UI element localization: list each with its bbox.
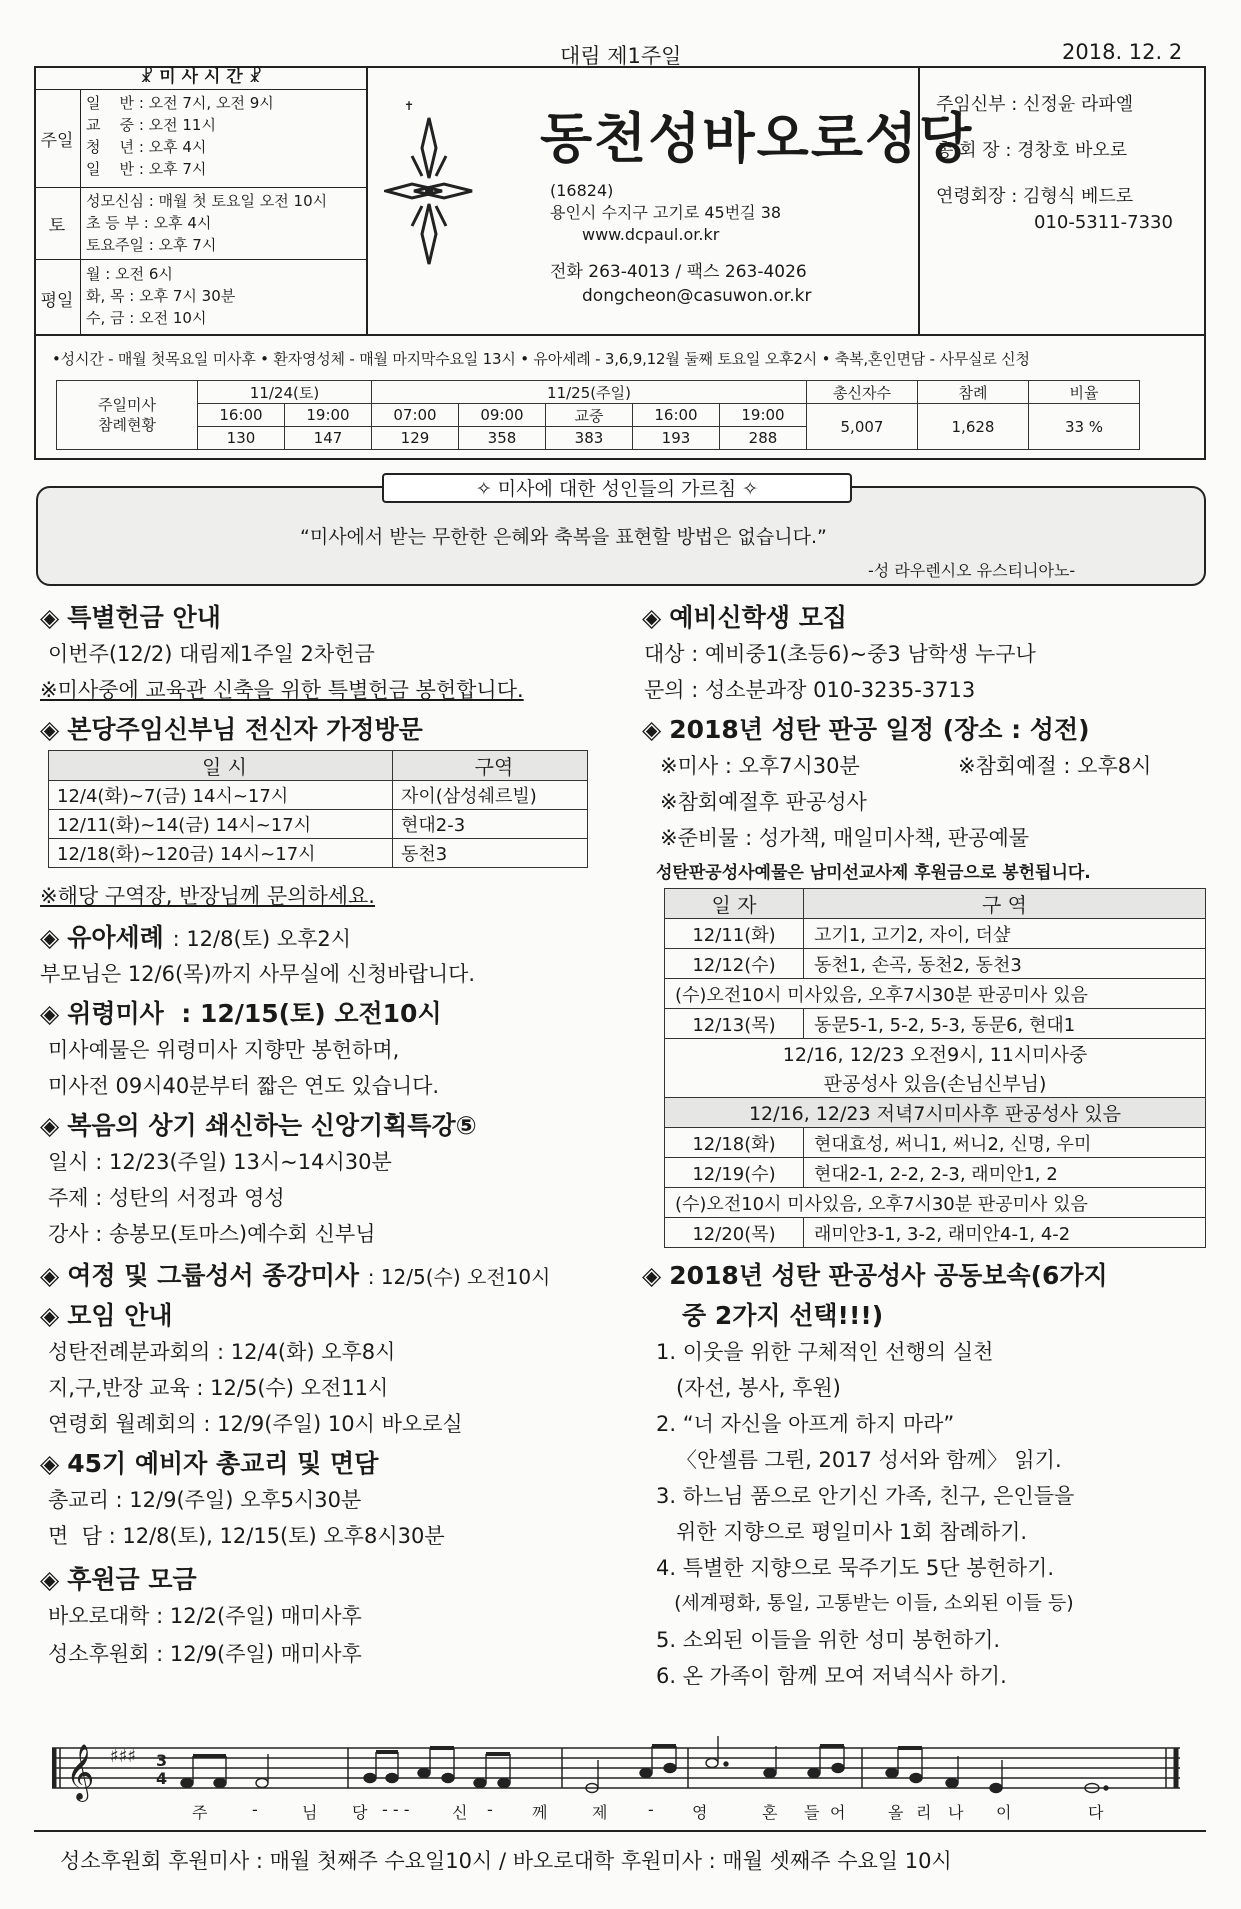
footer-divider bbox=[34, 1830, 1206, 1832]
diamond-bullet-icon: ◈ bbox=[40, 603, 60, 632]
confession-area: 래미안3-1, 3-2, 래미안4-1, 4-2 bbox=[804, 1218, 1206, 1248]
mass-row: 일 반 : 오전 7시, 오전 9시 bbox=[86, 94, 274, 112]
diamond-bullet-icon: ◈ bbox=[40, 1111, 60, 1140]
special-offering-note: ※미사중에 교육관 신축을 위한 특별헌금 봉헌합니다. bbox=[40, 678, 524, 702]
svg-text:♯♯♯: ♯♯♯ bbox=[110, 1746, 137, 1767]
visit-area: 동천3 bbox=[393, 839, 588, 868]
lecture-line: 주제 : 성탄의 서정과 영성 bbox=[48, 1186, 285, 1210]
attendance-day: 11/25(주일) bbox=[372, 381, 807, 404]
penance-item: 1. 이웃을 위한 구체적인 선행의 실천 bbox=[656, 1340, 994, 1364]
mass-group-label: 토 bbox=[34, 188, 81, 259]
diamond-bullet-icon: ◈ bbox=[40, 999, 60, 1028]
confession-note: 판공성사 있음(손님신부님) bbox=[665, 1068, 1206, 1098]
attendance-header: 총신자수 bbox=[807, 381, 918, 404]
lyric-syllable: 께 bbox=[532, 1803, 548, 1822]
mass-group-sunday bbox=[34, 90, 368, 188]
diamond-bullet-icon: ◈ bbox=[40, 1565, 60, 1594]
staff-funeral-head: 연령회장 : 김형식 베드로 bbox=[936, 186, 1134, 207]
lyric-syllable: 제 bbox=[592, 1803, 608, 1822]
penance-heading bbox=[642, 1256, 1108, 1292]
diamond-bullet-icon: ◈ bbox=[642, 603, 662, 632]
infant-baptism-heading bbox=[40, 918, 351, 954]
home-visit-header: 구역 bbox=[393, 751, 588, 781]
attendance-count: 193 bbox=[633, 427, 720, 450]
table-row bbox=[665, 1068, 1206, 1098]
penance-item: 4. 특별한 지향으로 묵주기도 5단 봉헌하기. bbox=[656, 1556, 1055, 1580]
lyric-syllable: 어 bbox=[830, 1803, 846, 1822]
heading-text: 위령미사 : 12/15(토) 오전10시 bbox=[67, 999, 442, 1028]
confession-area: 동천1, 손곡, 동천2, 동천3 bbox=[804, 949, 1206, 979]
catechumen-line: 총교리 : 12/9(주일) 오후5시30분 bbox=[48, 1488, 362, 1512]
confession-date: 12/18(화) bbox=[665, 1128, 804, 1158]
heading-text: 본당주임신부님 전신자 가정방문 bbox=[67, 715, 423, 744]
diamond-bullet-icon: ◈ bbox=[40, 1261, 60, 1290]
heading-text: 유아세례 bbox=[67, 923, 164, 952]
diamond-bullet-icon: ◈ bbox=[40, 923, 60, 952]
mass-group-rows bbox=[86, 190, 327, 256]
mass-row: 월 : 오전 6시 bbox=[86, 265, 173, 283]
attendance-count: 383 bbox=[546, 427, 633, 450]
table-row bbox=[665, 979, 1206, 1009]
confession-area: 현대2-1, 2-2, 2-3, 래미안1, 2 bbox=[804, 1158, 1206, 1188]
quote-text: “미사에서 받는 무한한 은혜와 축복을 표현할 방법은 없습니다.” bbox=[300, 526, 827, 548]
confession-date: 12/13(목) bbox=[665, 1009, 804, 1039]
schedule-line: •성시간 - 매월 첫목요일 미사후 • 환자영성체 - 매월 마지막수요일 13시 • 유아세례 - 3,6,9,12월 둘째 토요일 오후2시 • 축복,혼인면담 - 사무실로 신청 bbox=[52, 350, 1030, 368]
heading-text: 45기 예비자 총교리 및 면담 bbox=[67, 1449, 379, 1478]
visit-date: 12/4(화)~7(금) 14시~17시 bbox=[49, 781, 393, 810]
home-visit-note: ※해당 구역장, 반장님께 문의하세요. bbox=[40, 884, 375, 908]
confession-header: 일 자 bbox=[665, 889, 804, 919]
penance-item: 5. 소외된 이들을 위한 성미 봉헌하기. bbox=[656, 1628, 1001, 1652]
lyric-syllable: 영 bbox=[692, 1803, 708, 1822]
attendance-time: 19:00 bbox=[720, 404, 807, 427]
confession-header: 구 역 bbox=[804, 889, 1206, 919]
table-row bbox=[665, 1128, 1206, 1158]
donation-line: 성소후원회 : 12/9(주일) 매미사후 bbox=[48, 1642, 362, 1666]
lyrics bbox=[52, 1800, 1182, 1826]
mass-row: 교 중 : 오전 11시 bbox=[86, 116, 216, 134]
footer-text: 성소후원회 후원미사 : 매월 첫째주 수요일10시 / 바오로대학 후원미사 : 매월 셋째주 수요일 10시 bbox=[60, 1849, 952, 1873]
attendance-label bbox=[57, 381, 198, 450]
diamond-bullet-icon: ◈ bbox=[40, 1449, 60, 1478]
confession-date: 12/20(목) bbox=[665, 1218, 804, 1248]
heading-text: 모임 안내 bbox=[67, 1301, 173, 1330]
memorial-mass-heading bbox=[40, 994, 442, 1030]
confession-line: ※준비물 : 성가책, 매일미사책, 판공예물 bbox=[660, 826, 1030, 850]
visit-date: 12/11(화)~14(금) 14시~17시 bbox=[49, 810, 393, 839]
lyric-syllable: 주 bbox=[192, 1803, 208, 1822]
seminarian-line: 대상 : 예비중1(초등6)~중3 남학생 누구나 bbox=[644, 642, 1036, 666]
confession-date: 12/12(수) bbox=[665, 949, 804, 979]
heading-text: 복음의 상기 쇄신하는 신앙기획특강⑤ bbox=[67, 1111, 477, 1140]
table-row bbox=[665, 1009, 1206, 1039]
attendance-count: 358 bbox=[459, 427, 546, 450]
mass-group-label: 평일 bbox=[34, 260, 81, 336]
confession-note: 12/16, 12/23 저녁7시미사후 판공성사 있음 bbox=[665, 1098, 1206, 1128]
lyric-syllable: - bbox=[487, 1800, 493, 1819]
confession-note: (수)오전10시 미사있음, 오후7시30분 판공미사 있음 bbox=[665, 1188, 1206, 1218]
mass-row: 수, 금 : 오전 10시 bbox=[86, 309, 207, 327]
penance-heading-cont: 중 2가지 선택!!!) bbox=[682, 1301, 884, 1330]
visit-area: 현대2-3 bbox=[393, 810, 588, 839]
postal-code: (16824) bbox=[550, 181, 614, 200]
lecture-line: 강사 : 송봉모(토마스)예수회 신부님 bbox=[48, 1222, 376, 1246]
heading-text: 특별헌금 안내 bbox=[67, 603, 221, 632]
staff-list bbox=[918, 66, 1206, 336]
heading-text: 2018년 성탄 판공 일정 (장소 : 성전) bbox=[669, 715, 1090, 744]
table-row bbox=[49, 781, 588, 810]
home-visit-header: 일 시 bbox=[49, 751, 393, 781]
staff-pastor: 주임신부 : 신정윤 라파엘 bbox=[936, 94, 1134, 115]
church-name: 동천성바오로성당 bbox=[540, 106, 974, 170]
table-row bbox=[665, 1098, 1206, 1128]
attendance-time: 16:00 bbox=[633, 404, 720, 427]
liturgical-season: 대림 제1주일 bbox=[560, 44, 682, 68]
website-link[interactable]: www.dcpaul.or.kr bbox=[582, 225, 720, 244]
diamond-bullet-icon: ◈ bbox=[642, 1261, 662, 1290]
penance-item: 위한 지향으로 평일미사 1회 참례하기. bbox=[656, 1520, 1028, 1544]
confession-heading bbox=[642, 710, 1090, 746]
attendance-time: 16:00 bbox=[198, 404, 285, 427]
mass-group-rows bbox=[86, 263, 235, 329]
lyric-syllable: 님 bbox=[302, 1803, 318, 1822]
lecture-line: 일시 : 12/23(주일) 13시~14시30분 bbox=[48, 1150, 392, 1174]
attendance-label-line: 주일미사 bbox=[98, 396, 156, 414]
confession-offering-note: 성탄판공성사예물은 남미선교사제 후원금으로 봉헌됩니다. bbox=[656, 863, 1091, 883]
donation-line: 바오로대학 : 12/2(주일) 매미사후 bbox=[48, 1604, 362, 1628]
special-offering-line: 이번주(12/2) 대림제1주일 2차헌금 bbox=[48, 642, 375, 666]
confession-note: (수)오전10시 미사있음, 오후7시30분 판공미사 있음 bbox=[665, 979, 1206, 1009]
visit-date: 12/18(화)~120금) 14시~17시 bbox=[49, 839, 393, 868]
heading-text: 여정 및 그룹성서 종강미사 bbox=[67, 1261, 359, 1290]
attendance-time: 교중 bbox=[546, 404, 633, 427]
home-visit-heading bbox=[40, 710, 423, 746]
quote-title: ✧ 미사에 대한 성인들의 가르침 ✧ bbox=[382, 473, 852, 503]
mass-row: 화, 목 : 오후 7시 30분 bbox=[86, 287, 236, 305]
heading-text: 2018년 성탄 판공성사 공동보속(6가지 bbox=[669, 1261, 1108, 1290]
donation-heading bbox=[40, 1560, 197, 1596]
mass-row: 청 년 : 오후 4시 bbox=[86, 138, 207, 156]
diamond-bullet-icon: ◈ bbox=[40, 1301, 60, 1330]
meeting-line: 성탄전례분과회의 : 12/4(화) 오후8시 bbox=[48, 1340, 396, 1364]
diamond-bullet-icon: ◈ bbox=[642, 715, 662, 744]
seminarian-heading bbox=[642, 598, 847, 634]
svg-text:✝: ✝ bbox=[404, 99, 415, 113]
attendance-header: 참례 bbox=[918, 381, 1029, 404]
table-row bbox=[665, 949, 1206, 979]
lyric-syllable: 들 bbox=[804, 1803, 820, 1822]
table-row bbox=[665, 1039, 1206, 1069]
table-row bbox=[49, 839, 588, 868]
heading-suffix: : 12/8(토) 오후2시 bbox=[172, 927, 352, 951]
attendance-table bbox=[56, 380, 1140, 450]
lyric-syllable: - - - bbox=[382, 1800, 410, 1819]
home-visit-table bbox=[48, 750, 588, 868]
lyric-syllable: - bbox=[252, 1800, 258, 1819]
attendance-total: 1,628 bbox=[918, 404, 1029, 450]
confession-area: 현대효성, 써니1, 써니2, 신명, 우미 bbox=[804, 1128, 1206, 1158]
phone-fax: 전화 263-4013 / 팩스 263-4026 bbox=[550, 262, 807, 282]
attendance-total: 33 % bbox=[1029, 404, 1140, 450]
attendance-count: 130 bbox=[198, 427, 285, 450]
special-offering-heading bbox=[40, 598, 221, 634]
meetings-heading bbox=[40, 1296, 173, 1332]
penance-item: (세계평화, 통일, 고통받는 이들, 소외된 이들 등) bbox=[656, 1592, 1074, 1614]
heading-suffix: : 12/5(수) 오전10시 bbox=[367, 1265, 551, 1289]
penance-item: (자선, 봉사, 후원) bbox=[656, 1376, 841, 1400]
confession-line: ※참회예절후 판공성사 bbox=[660, 790, 867, 814]
attendance-day: 11/24(토) bbox=[198, 381, 372, 404]
confession-rite-time: ※참회예절 : 오후8시 bbox=[958, 754, 1152, 778]
mass-row: 초 등 부 : 오후 4시 bbox=[86, 214, 212, 232]
confession-note: 12/16, 12/23 오전9시, 11시미사중 bbox=[665, 1039, 1206, 1069]
catechumen-line: 면 담 : 12/8(토), 12/15(토) 오후8시30분 bbox=[48, 1524, 445, 1548]
infant-baptism-line: 부모님은 12/6(목)까지 사무실에 신청바랍니다. bbox=[40, 962, 476, 986]
attendance-time: 19:00 bbox=[285, 404, 372, 427]
lyric-syllable: 혼 bbox=[762, 1803, 778, 1822]
svg-text:3: 3 bbox=[156, 1751, 168, 1770]
lyric-syllable: 나 bbox=[948, 1803, 964, 1822]
lyric-syllable: 리 bbox=[916, 1803, 932, 1822]
lyric-syllable: 신 bbox=[452, 1803, 468, 1822]
lyric-syllable: 이 bbox=[996, 1803, 1012, 1822]
penance-item: 〈안셀름 그륀, 2017 성서와 함께〉 읽기. bbox=[656, 1448, 1062, 1472]
staff-president: 총 회 장 : 경창호 바오로 bbox=[936, 140, 1128, 161]
treble-clef-icon: 𝄞 bbox=[66, 1744, 95, 1800]
table-row bbox=[49, 810, 588, 839]
table-row bbox=[665, 919, 1206, 949]
confession-table bbox=[664, 888, 1206, 1248]
confession-area: 고기1, 고기2, 자이, 더샾 bbox=[804, 919, 1206, 949]
attendance-time: 09:00 bbox=[459, 404, 546, 427]
memorial-mass-line: 미사예물은 위령미사 지향만 봉헌하며, bbox=[48, 1038, 400, 1062]
heading-text: 후원금 모금 bbox=[67, 1565, 197, 1594]
lyric-syllable: - bbox=[648, 1800, 654, 1819]
heading-text: 예비신학생 모집 bbox=[669, 603, 847, 632]
attendance-header: 비율 bbox=[1029, 381, 1140, 404]
visit-area: 자이(삼성쉐르빌) bbox=[393, 781, 588, 810]
attendance-count: 288 bbox=[720, 427, 807, 450]
lyric-syllable: 당 bbox=[352, 1803, 368, 1822]
table-row bbox=[665, 1188, 1206, 1218]
penance-item: 6. 온 가족이 함께 모여 저녁식사 하기. bbox=[656, 1664, 1007, 1688]
meeting-line: 지,구,반장 교육 : 12/5(수) 오전11시 bbox=[48, 1376, 389, 1400]
closing-mass-heading bbox=[40, 1256, 550, 1292]
staff-phone: 010-5311-7330 bbox=[1034, 212, 1173, 233]
penance-item: 2. “너 자신을 아프게 하지 마라” bbox=[656, 1412, 955, 1436]
church-contact bbox=[550, 260, 811, 308]
mass-times-title: ☧ 미 사 시 간 ☧ bbox=[34, 66, 368, 90]
church-address bbox=[550, 180, 781, 246]
street-address: 용인시 수지구 고기로 45번길 38 bbox=[550, 203, 782, 222]
mass-group-rows bbox=[86, 92, 274, 180]
mass-row: 일 반 : 오후 7시 bbox=[86, 160, 207, 178]
mass-group-label: 주일 bbox=[34, 90, 81, 187]
lyric-syllable: 올 bbox=[888, 1803, 904, 1822]
table-row bbox=[665, 1218, 1206, 1248]
attendance-label-line: 참례현황 bbox=[98, 416, 156, 434]
quote-source: -성 라우렌시오 유스티니아노- bbox=[868, 561, 1076, 580]
bulletin-date: 2018. 12. 2 bbox=[1062, 40, 1183, 64]
mass-group-saturday bbox=[34, 188, 368, 260]
email-link[interactable]: dongcheon@casuwon.or.kr bbox=[582, 286, 812, 306]
church-logo-icon bbox=[384, 96, 474, 286]
table-row bbox=[665, 1158, 1206, 1188]
memorial-mass-line: 미사전 09시40분부터 짧은 연도 있습니다. bbox=[48, 1074, 440, 1098]
diamond-bullet-icon: ◈ bbox=[40, 715, 60, 744]
penance-item: 3. 하느님 품으로 안기신 가족, 친구, 은인들을 bbox=[656, 1484, 1075, 1508]
confession-date: 12/19(수) bbox=[665, 1158, 804, 1188]
mass-row: 성모신심 : 매월 첫 토요일 오전 10시 bbox=[86, 192, 328, 210]
catechumen-heading bbox=[40, 1444, 378, 1480]
meeting-line: 연령회 월례회의 : 12/9(주일) 10시 바오로실 bbox=[48, 1412, 463, 1436]
lyric-syllable: 다 bbox=[1088, 1803, 1104, 1822]
attendance-count: 129 bbox=[372, 427, 459, 450]
confession-area: 동문5-1, 5-2, 5-3, 동문6, 현대1 bbox=[804, 1009, 1206, 1039]
mass-row: 토요주일 : 오후 7시 bbox=[86, 236, 217, 254]
mass-group-weekday bbox=[34, 260, 368, 336]
seminarian-line: 문의 : 성소분과장 010-3235-3713 bbox=[644, 678, 976, 702]
confession-date: 12/11(화) bbox=[665, 919, 804, 949]
lecture-heading bbox=[40, 1106, 477, 1142]
confession-mass-time: ※미사 : 오후7시30분 bbox=[660, 754, 860, 778]
attendance-total: 5,007 bbox=[807, 404, 918, 450]
svg-text:4: 4 bbox=[156, 1769, 168, 1788]
attendance-time: 07:00 bbox=[372, 404, 459, 427]
attendance-count: 147 bbox=[285, 427, 372, 450]
